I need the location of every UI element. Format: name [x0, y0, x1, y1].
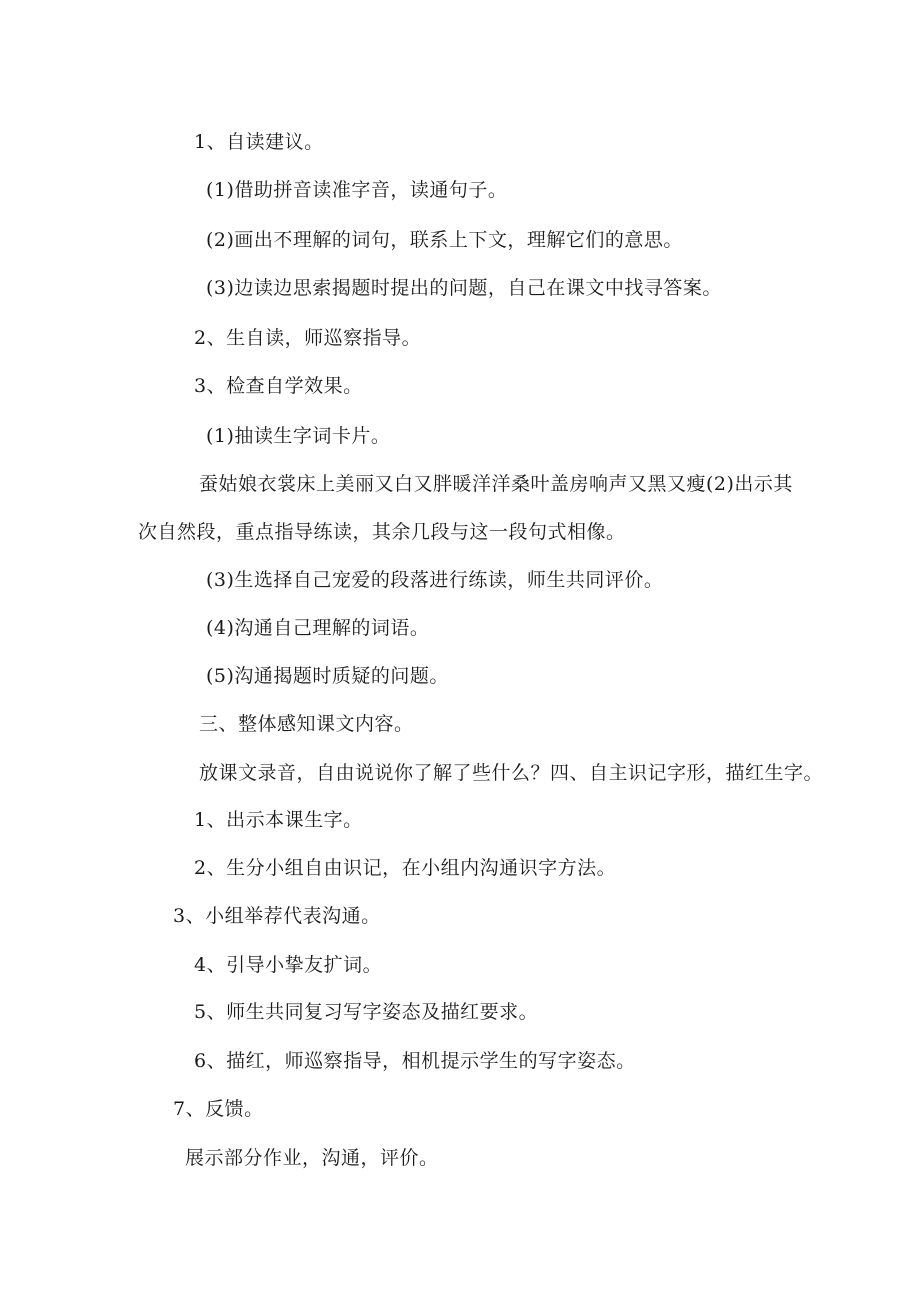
text-line: (5)沟通揭题时质疑的问题。: [206, 665, 449, 687]
text-line: 6、描红，师巡察指导，相机提示学生的写字姿态。: [194, 1050, 636, 1072]
text-line: 1、出示本课生字。: [194, 809, 363, 831]
text-line: (4)沟通自己理解的词语。: [206, 617, 430, 639]
text-line: 7、反馈。: [173, 1098, 264, 1120]
text-line: 5、师生共同复习写字姿态及描红要求。: [194, 1001, 539, 1023]
text-line: 3、小组举荐代表沟通。: [173, 905, 381, 927]
text-line: 2、生自读，师巡察指导。: [194, 327, 422, 349]
text-line: 2、生分小组自由识记，在小组内沟通识字方法。: [194, 857, 617, 879]
text-line: 1、自读建议。: [194, 131, 324, 153]
text-line: (3)边读边思索揭题时提出的问题，自己在课文中找寻答案。: [206, 277, 722, 299]
text-line: 3、检查自学效果。: [194, 375, 363, 397]
text-line: 次自然段，重点指导练读，其余几段与这一段句式相像。: [138, 521, 626, 543]
text-line: 展示部分作业，沟通，评价。: [185, 1147, 439, 1169]
text-line: 蚕姑娘衣裳床上美丽又白又胖暖洋洋桑叶盖房响声又黑又瘦(2)出示其: [199, 473, 793, 495]
text-line: (2)画出不理解的词句，联系上下文，理解它们的意思。: [206, 229, 683, 251]
text-line: (1)借助拼音读准字音，读通句子。: [206, 179, 508, 201]
text-line: 放课文录音，自由说说你了解了些什么？四、自主识记字形，描红生字。: [199, 762, 824, 784]
section-heading: 三、整体感知课文内容。: [199, 713, 414, 735]
text-line: (1)抽读生字词卡片。: [206, 425, 391, 447]
text-line: 4、引导小挚友扩词。: [194, 954, 383, 976]
text-line: (3)生选择自己宠爱的段落进行练读，师生共同评价。: [206, 569, 664, 591]
